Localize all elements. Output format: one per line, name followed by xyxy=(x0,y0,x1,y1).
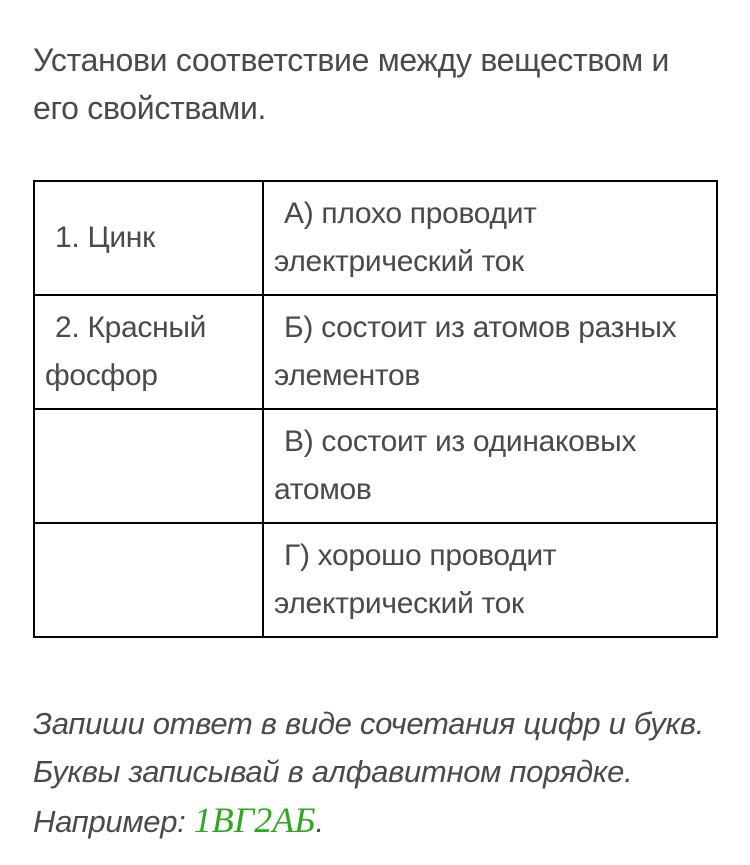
property-text: А) плохо проводит электрический ток xyxy=(274,197,537,278)
substance-cell xyxy=(34,295,263,409)
instruction-text: Запиши ответ в виде сочетания цифр и букв. Буквы записывай в алфавитном порядке. Например: xyxy=(33,706,705,839)
answer-instruction xyxy=(33,700,723,846)
substance-cell xyxy=(34,523,263,637)
property-text: Г) хорошо проводит электрический ток xyxy=(274,539,557,620)
property-text: Б) состоит из атомов разных элементов xyxy=(274,311,677,392)
table-row xyxy=(34,409,717,523)
property-cell xyxy=(263,295,717,409)
table-row xyxy=(34,181,717,295)
substance-text: 1. Цинк xyxy=(55,221,155,254)
substance-cell xyxy=(34,409,263,523)
substance-cell xyxy=(34,181,263,295)
instruction-trailing: . xyxy=(315,804,324,839)
property-cell xyxy=(263,523,717,637)
answer-example: 1ВГ2АБ xyxy=(193,800,316,840)
property-cell xyxy=(263,181,717,295)
property-text: В) состоит из одинаковых атомов xyxy=(274,425,637,506)
substance-text: 2. Красный фосфор xyxy=(45,311,207,392)
table-row xyxy=(34,523,717,637)
table-row xyxy=(34,295,717,409)
task-intro: Установи соответствие между веществом и его свойствами. xyxy=(33,42,670,126)
property-cell xyxy=(263,409,717,523)
matching-table xyxy=(33,180,718,638)
